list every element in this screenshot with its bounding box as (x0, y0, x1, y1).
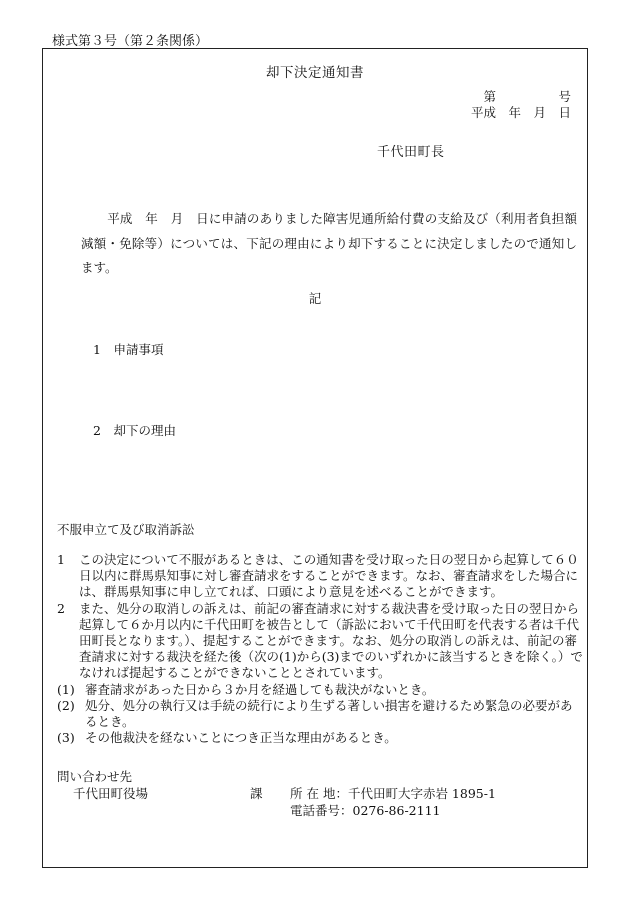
appeal-notes (57, 552, 583, 746)
item-rejection-reason: 2 却下の理由 (93, 423, 176, 438)
phone-label: 電話番号： (290, 803, 353, 818)
note-text: また、処分の取消しの訴えは、前記の審査請求に対する裁決書を受け取った日の翌日から起算して６か月以内に千代田町を被告として（訴訟において千代田町を代表する者は千代田町長となります。）、提起することができます。なお、処分の取消しの訴えは、前記の審査請求に対する裁決を経た後（次の(1)から(3)までのいずれかに該当するときを除く。）でなければ提起することができないこととされています。 (79, 600, 583, 681)
address-label: 所 在 地： (290, 786, 348, 801)
issuer-name: 千代田町長 (377, 145, 445, 160)
appeal-subnote (57, 698, 583, 730)
appeal-subnote (57, 682, 583, 698)
appeal-subnote (57, 730, 583, 746)
document-number: 第 号 (483, 89, 571, 104)
appeal-heading: 不服申立て及び取消訴訟 (57, 522, 195, 537)
note-text: その他裁決を経ないことにつき正当な理由があるとき。 (85, 730, 397, 746)
inquiry-phone (290, 801, 441, 819)
inquiry-office: 千代田町役場 (73, 786, 149, 801)
note-marker: (3) (57, 730, 75, 746)
inquiry-section: 課 (250, 786, 263, 801)
ki-heading: 記 (308, 291, 322, 306)
note-marker: (1) (57, 681, 75, 697)
appeal-note (57, 552, 583, 601)
document-date: 平成 年 月 日 (470, 105, 571, 120)
note-marker: (2) (57, 697, 75, 713)
notice-frame (42, 48, 588, 868)
note-text: この決定について不服があるときは、この通知書を受け取った日の翌日から起算して６０日以内に群馬県知事に対し審査請求をすることができます。なお、審査請求をした場合には、群馬県知事に申し立てれば、口頭により意見を述べることができます。 (79, 552, 579, 600)
appeal-note (57, 601, 583, 682)
note-text: 処分、処分の執行又は手続の続行により生ずる著しい損害を避けるため緊急の必要があるとき。 (85, 697, 573, 730)
document-title: 却下決定通知書 (266, 65, 364, 81)
address-value: 千代田町大字赤岩 1895-1 (347, 786, 496, 801)
inquiry-heading: 問い合わせ先 (57, 769, 133, 784)
note-marker: 2 (57, 600, 65, 616)
notice-body-text: 平成 年 月 日に申請のありました障害児通所給付費の支給及び（利用者負担額減額・免除等）については、下記の理由により却下することに決定しましたので通知します。 (81, 211, 577, 275)
note-text: 審査請求があった日から３か月を経過しても裁決がないとき。 (85, 681, 435, 697)
form-number-label: 様式第３号（第２条関係） (52, 34, 209, 49)
item-application: 1 申請事項 (93, 342, 164, 357)
inquiry-address (290, 784, 496, 802)
phone-value: 0276-86-2111 (352, 803, 441, 818)
notice-body (81, 207, 577, 281)
note-marker: 1 (57, 552, 65, 567)
